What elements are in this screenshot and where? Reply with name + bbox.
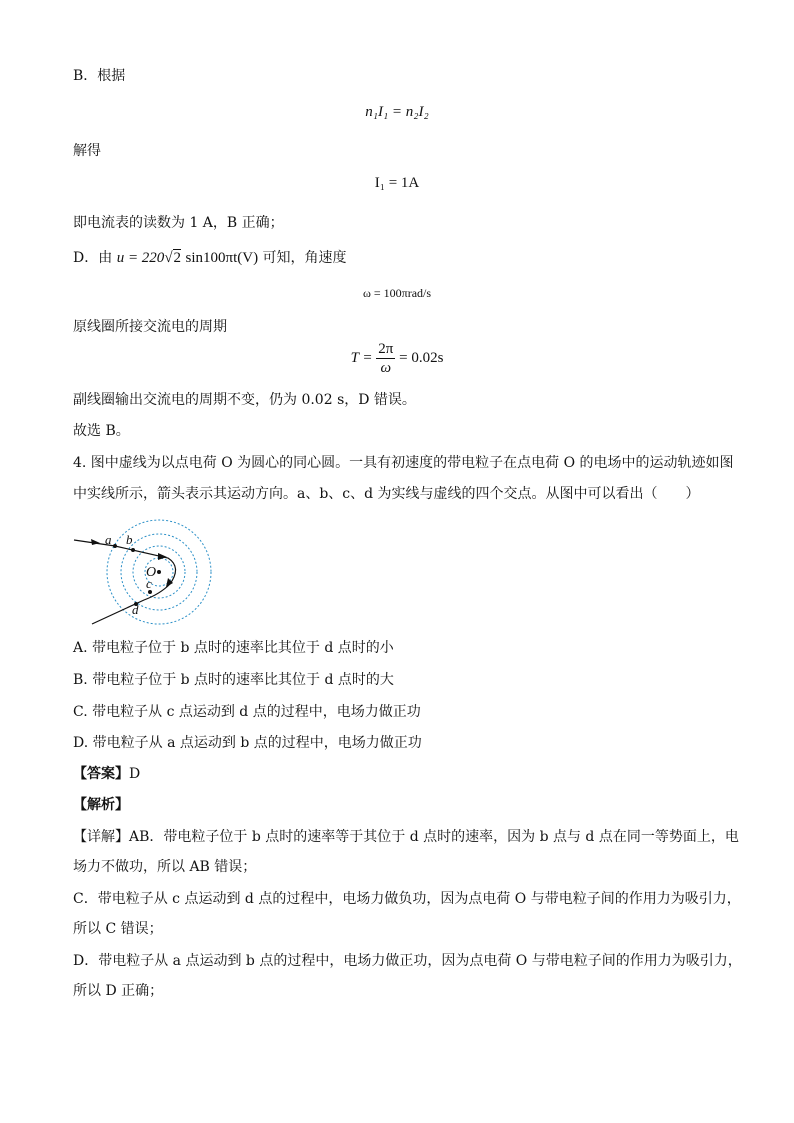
section-d-voltage-line: D．由 u = 220√2 sin100πt(V) 可知，角速度 bbox=[73, 250, 347, 266]
option-b: B. 带电粒子位于 b 点时的速率比其位于 d 点时的大 bbox=[73, 672, 394, 688]
direction-arrow-3 bbox=[166, 578, 173, 587]
charge-trajectory-figure bbox=[70, 512, 220, 630]
period-right: = 0.02s bbox=[399, 349, 444, 366]
voltage-expression-left: u = 220 bbox=[116, 250, 165, 266]
analysis-c-line-2: 所以 C 错误； bbox=[73, 921, 163, 937]
period-denominator: ω bbox=[380, 360, 392, 376]
section-d-conclusion: 副线圈输出交流电的周期不变，仍为 0.02 s，D 错误。 bbox=[73, 392, 416, 408]
analysis-d-line-2: 所以 D 正确； bbox=[73, 983, 164, 999]
option-c: C. 带电粒子从 c 点运动到 d 点的过程中，电场力做正功 bbox=[73, 704, 421, 720]
option-a: A. 带电粒子位于 b 点时的速率比其位于 d 点时的小 bbox=[73, 640, 394, 656]
analysis-tag-text: 【解析】 bbox=[73, 797, 129, 813]
period-left: T = bbox=[350, 349, 373, 366]
analysis-tag bbox=[73, 795, 129, 815]
period-intro: 原线圈所接交流电的周期 bbox=[73, 319, 227, 335]
option-d: D. 带电粒子从 a 点运动到 b 点的过程中，电场力做正功 bbox=[73, 735, 422, 751]
period-numerator: 2π bbox=[378, 341, 394, 357]
section-b-intro: B．根据 bbox=[73, 68, 126, 84]
voltage-expression-right: sin100πt(V) bbox=[185, 250, 259, 266]
final-choice: 故选 B。 bbox=[73, 423, 130, 439]
equation-current-value: I₁ = 1A bbox=[374, 175, 420, 191]
equation-period bbox=[0, 340, 794, 377]
solve-label: 解得 bbox=[73, 143, 101, 159]
question-4-stem-line1: 4. 图中虚线为以点电荷 O 为圆心的同心圆。一具有初速度的带电粒子在点电荷 O 的电场中的运动轨迹如图 bbox=[73, 455, 734, 471]
period-fraction bbox=[376, 340, 395, 377]
point-a-label: a bbox=[105, 532, 112, 547]
answer-tag: 【答案】 bbox=[73, 766, 129, 782]
analysis-d-line-1: D．带电粒子从 a 点运动到 b 点的过程中，电场力做正功，因为点电荷 O 与带电粒子间的作用力为吸引力， bbox=[73, 953, 742, 969]
question-4-stem-line2: 中实线所示，箭头表示其运动方向。a、b、c、d 为实线与虚线的四个交点。从图中可以看出（ ） bbox=[73, 486, 700, 502]
analysis-c-line-1: C．带电粒子从 c 点运动到 d 点的过程中，电场力做负功，因为点电荷 O 与带电粒子间的作用力为吸引力， bbox=[73, 891, 741, 907]
trajectory-path bbox=[74, 540, 176, 624]
section-d-prefix: D．由 bbox=[73, 250, 113, 266]
detail-line-2: 场力不做功，所以 AB 错误； bbox=[73, 859, 257, 875]
point-a-dot bbox=[113, 544, 117, 548]
section-b-conclusion: 即电流表的读数为 1 A，B 正确； bbox=[73, 215, 284, 231]
point-b-dot bbox=[131, 548, 135, 552]
detail-line-1: 【详解】AB．带电粒子位于 b 点时的速率等于其位于 d 点时的速率，因为 b 点与 d 点在同一等势面上，电 bbox=[73, 829, 739, 845]
equation-angular-velocity: ω = 100πrad/s bbox=[362, 286, 432, 300]
voltage-expression-sqrt: 2 bbox=[173, 250, 182, 266]
answer-line bbox=[73, 764, 140, 784]
equation-turns-current: n₁I₁ = n₂I₂ bbox=[365, 104, 429, 120]
point-c-label: c bbox=[146, 576, 152, 591]
section-d-suffix: 可知，角速度 bbox=[262, 250, 347, 266]
point-b-label: b bbox=[126, 532, 133, 547]
answer-value: D bbox=[129, 766, 141, 782]
point-d-label: d bbox=[132, 602, 139, 617]
charge-o-label: O bbox=[146, 565, 157, 580]
charge-o-dot bbox=[157, 570, 161, 574]
